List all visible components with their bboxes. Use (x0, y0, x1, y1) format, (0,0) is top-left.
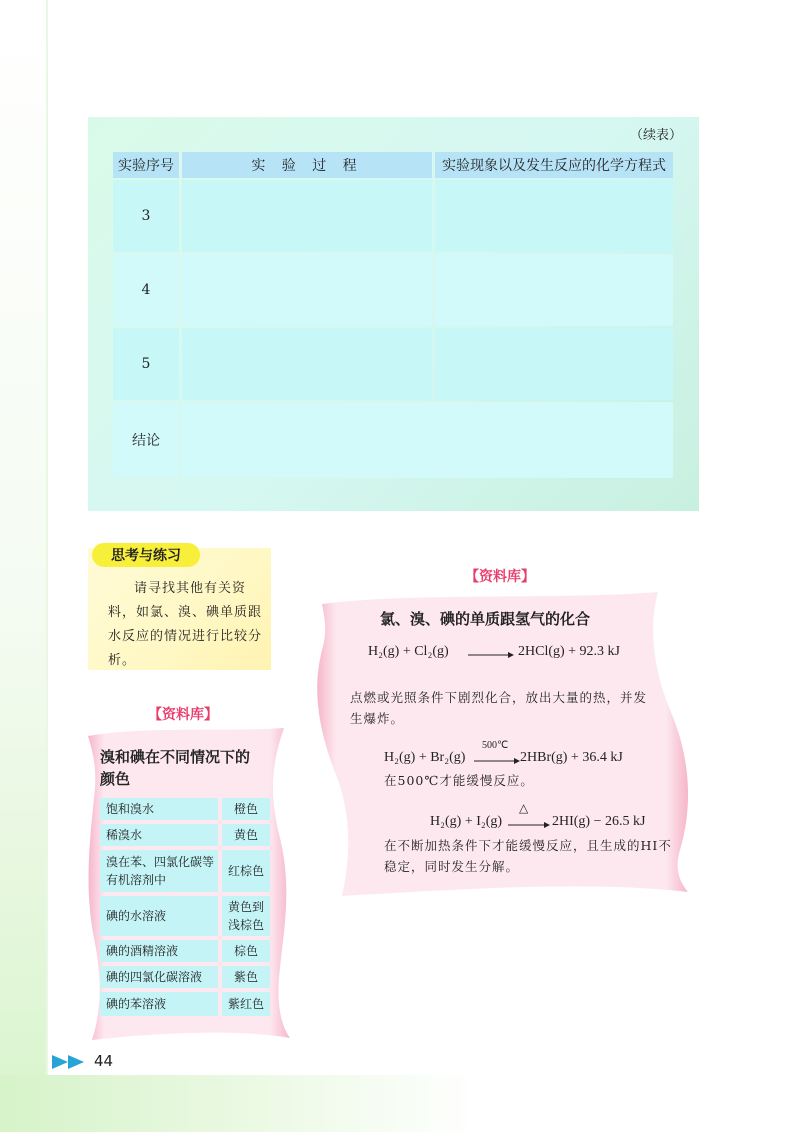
header-phenomenon-equation: 实验现象以及发生反应的化学方程式 (435, 152, 673, 178)
left-margin-tint (0, 0, 48, 1132)
bottom-margin-tint (0, 1075, 800, 1132)
equation-iodine-right: 2HI(g) − 26.5 kJ (552, 814, 646, 829)
color-row-color: 红棕色 (222, 850, 270, 892)
equation-chlorine-left: H₂(g) + Cl₂(g) (368, 644, 449, 659)
color-row-substance: 碘的水溶液 (100, 896, 218, 936)
note-bromine: 在500℃才能缓慢反应。 (384, 773, 534, 788)
color-row-color: 紫红色 (222, 992, 270, 1016)
page-arrow-icon (52, 1055, 88, 1069)
condition-500c: 500℃ (482, 740, 509, 751)
think-practice-title: 思考与练习 (92, 543, 200, 567)
color-row-substance: 碘的苯溶液 (100, 992, 218, 1016)
reaction-arrow (508, 821, 550, 829)
row-label-conclusion: 结论 (132, 433, 160, 449)
note-chlorine: 点燃或光照条件下剧烈化合，放出大量的热，并发生爆炸。 (350, 690, 648, 726)
experiment-table (113, 152, 673, 478)
heat-symbol-icon: △ (519, 801, 529, 815)
color-row-substance: 碘的四氯化碳溶液 (100, 966, 218, 988)
conclusion-cell[interactable] (182, 402, 673, 478)
color-row-color: 棕色 (222, 940, 270, 962)
row-label-5: 5 (141, 356, 151, 372)
row-3-process-cell[interactable] (182, 180, 432, 252)
row-label-4: 4 (141, 282, 151, 298)
color-table-title-line2: 颜色 (100, 770, 131, 788)
header-experiment-number: 实验序号 (113, 152, 179, 178)
color-row-color: 橙色 (222, 798, 270, 820)
color-row-color: 紫色 (222, 966, 270, 988)
page-number: 44 (94, 1052, 114, 1070)
row-4-phenomenon-cell[interactable] (435, 254, 673, 326)
reaction-title: 氯、溴、碘的单质跟氢气的化合 (380, 610, 591, 628)
equation-bromine-left: H₂(g) + Br₂(g) (384, 750, 466, 765)
color-table-title (100, 746, 250, 790)
equation-chlorine-right: 2HCl(g) + 92.3 kJ (518, 644, 621, 659)
color-row-color: 黄色到浅棕色 (222, 896, 270, 936)
row-label-3: 3 (141, 208, 151, 224)
row-4-process-cell[interactable] (182, 254, 432, 326)
color-row-color: 黄色 (222, 824, 270, 846)
color-table-title-line1: 溴和碘在不同情况下的 (100, 748, 251, 766)
row-5-phenomenon-cell[interactable] (435, 328, 673, 400)
think-practice-text: 请寻找其他有关资料，如氯、溴、碘单质跟水反应的情况进行比较分析。 (108, 581, 263, 668)
continued-note: （续表） (630, 128, 683, 143)
reaction-arrow (474, 757, 520, 765)
color-row-substance: 饱和溴水 (100, 798, 218, 820)
header-experiment-process: 实 验 过 程 (182, 152, 432, 178)
row-3-phenomenon-cell[interactable] (435, 180, 673, 252)
row-5-process-cell[interactable] (182, 328, 432, 400)
color-row-substance: 碘的酒精溶液 (100, 940, 218, 962)
reaction-arrow (468, 651, 514, 659)
color-row-substance: 溴在苯、四氯化碳等有机溶剂中 (100, 850, 218, 892)
equation-iodine-left: H₂(g) + I₂(g) (430, 814, 503, 829)
resource-header-left: 【资料库】 (148, 707, 218, 723)
left-margin-strip (46, 0, 48, 1075)
color-row-substance: 稀溴水 (100, 824, 218, 846)
equation-bromine-right: 2HBr(g) + 36.4 kJ (520, 750, 623, 765)
note-iodine: 在不断加热条件下才能缓慢反应，且生成的HI不稳定，同时发生分解。 (384, 838, 672, 874)
resource-header-right: 【资料库】 (465, 569, 535, 585)
